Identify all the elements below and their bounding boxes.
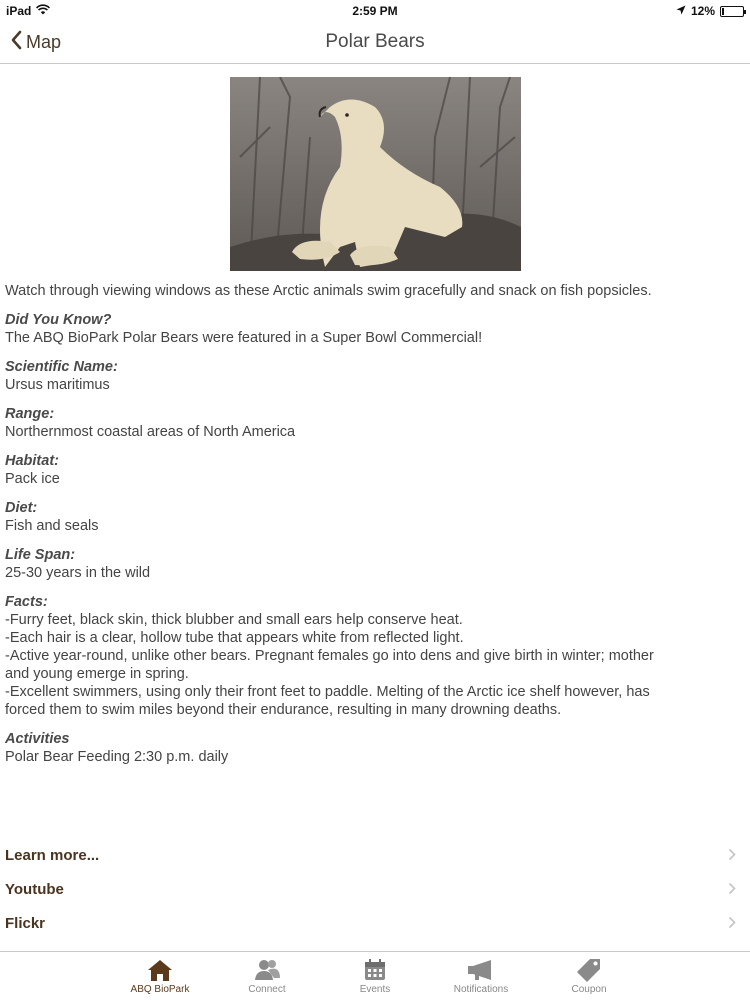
battery-fill xyxy=(722,8,724,15)
tab-bar xyxy=(0,951,750,1000)
section-label: Diet: xyxy=(5,500,38,516)
scientific-name-section xyxy=(5,358,665,394)
animal-description xyxy=(5,282,665,766)
activities-section xyxy=(5,730,665,766)
section-value: Polar Bear Feeding 2:30 p.m. daily xyxy=(5,749,229,765)
tab-label: ABQ BioPark xyxy=(130,984,190,995)
chevron-right-icon xyxy=(728,882,736,899)
chevron-right-icon xyxy=(728,916,736,933)
link-label: Youtube xyxy=(5,880,64,898)
location-arrow-icon xyxy=(676,4,686,18)
life-span-section xyxy=(5,546,665,582)
section-value: Northernmost coastal areas of North America xyxy=(5,424,296,440)
section-label: Activities xyxy=(5,731,70,747)
back-label: Map xyxy=(26,32,62,52)
fact-line: -Active year-round, unlike other bears. Pregnant females go into dens and give birth in winter; mother and young emerge in spring. xyxy=(5,648,654,682)
flickr-link[interactable] xyxy=(0,906,750,940)
youtube-link[interactable] xyxy=(0,872,750,906)
fact-line: -Each hair is a clear, hollow tube that appears white from reflected light. xyxy=(5,630,464,646)
tab-connect[interactable] xyxy=(222,956,312,995)
fact-line: -Furry feet, black skin, thick blubber and small ears help conserve heat. xyxy=(5,612,463,628)
page-title: Polar Bears xyxy=(325,31,425,52)
section-label: Scientific Name: xyxy=(5,359,118,375)
external-links xyxy=(0,838,750,940)
section-value: Pack ice xyxy=(5,471,60,487)
battery-icon xyxy=(720,6,744,17)
section-label: Did You Know? xyxy=(5,312,112,328)
section-label: Habitat: xyxy=(5,453,59,469)
section-label: Facts: xyxy=(5,594,48,610)
battery-percent: 12% xyxy=(690,4,715,18)
tab-label: Events xyxy=(359,984,391,995)
tab-label: Notifications xyxy=(453,984,509,995)
polar-bear-photo xyxy=(230,77,521,271)
range-section xyxy=(5,405,665,441)
tag-icon xyxy=(544,956,634,984)
status-bar xyxy=(0,0,750,22)
status-right xyxy=(676,4,744,18)
diet-section xyxy=(5,499,665,535)
tab-label: Connect xyxy=(248,984,286,995)
section-value: Ursus maritimus xyxy=(5,377,110,393)
device-name: iPad xyxy=(6,4,32,18)
section-value: The ABQ BioPark Polar Bears were featured in a Super Bowl Commercial! xyxy=(5,330,483,346)
megaphone-icon xyxy=(436,956,526,984)
tab-label: Coupon xyxy=(571,984,607,995)
tab-abq-biopark[interactable] xyxy=(115,956,205,995)
fact-line: -Excellent swimmers, using only their front feet to paddle. Melting of the Arctic ice shelf however, has forced them to swim miles beyond their endurance, resulting in many drowning deaths. xyxy=(5,684,650,718)
tab-coupon[interactable] xyxy=(544,956,634,995)
chevron-right-icon xyxy=(728,848,736,865)
link-label: Learn more... xyxy=(5,846,100,864)
section-value: Fish and seals xyxy=(5,518,99,534)
tab-events[interactable] xyxy=(330,956,420,995)
tab-notifications[interactable] xyxy=(436,956,526,995)
did-you-know-section xyxy=(5,311,665,347)
intro-text: Watch through viewing windows as these Arctic animals swim gracefully and snack on fish popsicles. xyxy=(5,283,652,299)
navigation-bar xyxy=(0,22,750,64)
link-label: Flickr xyxy=(5,914,46,932)
section-label: Range: xyxy=(5,406,55,422)
people-icon xyxy=(222,956,312,984)
calendar-icon xyxy=(330,956,420,984)
section-label: Life Span: xyxy=(5,547,76,563)
habitat-section xyxy=(5,452,665,488)
home-icon xyxy=(115,956,205,984)
learn-more-link[interactable] xyxy=(0,838,750,872)
facts-section xyxy=(5,593,665,719)
status-time: 2:59 PM xyxy=(352,4,398,18)
section-value: 25-30 years in the wild xyxy=(5,565,151,581)
